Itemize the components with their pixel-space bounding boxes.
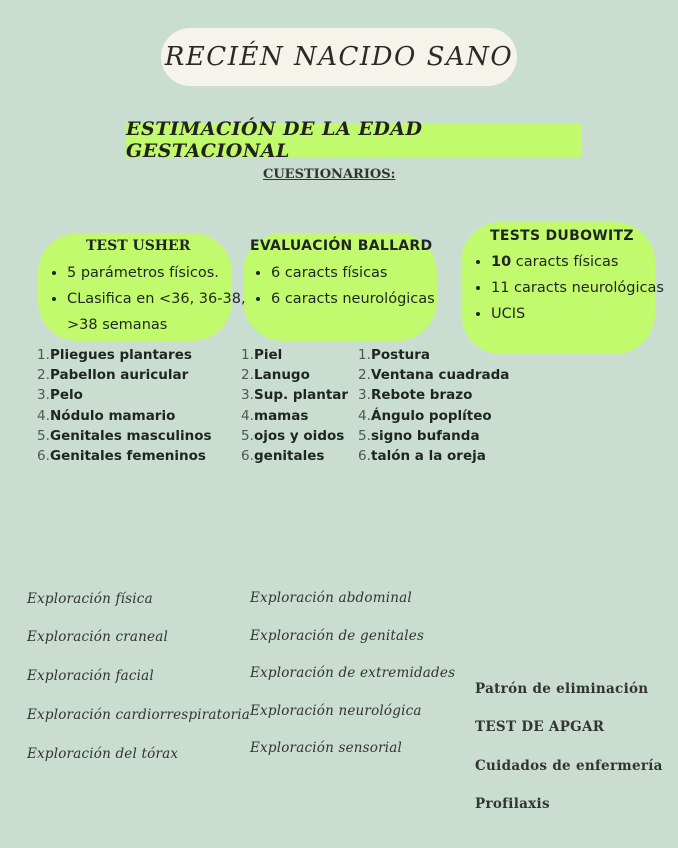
list-item: 6. talón a la oreja	[358, 448, 486, 465]
ballard-neuro-items	[358, 345, 509, 466]
ballard-bullets	[253, 260, 446, 312]
title-pill	[161, 28, 517, 86]
subtitle-text: ESTIMACIÓN DE LA EDAD GESTACIONAL	[126, 118, 423, 162]
subtitle-highlight	[126, 118, 582, 162]
list-item: 2. Lanugo	[241, 367, 310, 384]
list-item: 4. Nódulo mamario	[37, 407, 176, 424]
list-item-text: caracts físicas	[511, 254, 619, 270]
section-label: CUESTIONARIOS:	[263, 167, 396, 182]
list-item: • 11 caracts neurológicas	[491, 275, 666, 301]
right-item: Profilaxis	[475, 796, 550, 812]
list-item: 3. Pelo	[37, 387, 83, 404]
usher-bullets	[49, 260, 252, 338]
list-item: • 6 caracts físicas	[271, 260, 446, 286]
list-item: 5. Genitales masculinos	[37, 427, 212, 444]
list-item: 4. mamas	[241, 407, 309, 424]
list-item: 1. Postura	[358, 347, 431, 363]
list-item: 2. Ventana cuadrada	[358, 367, 510, 384]
exploration-item: Exploración neurológica	[250, 703, 422, 719]
right-item: TEST DE APGAR	[475, 719, 605, 735]
list-item: 1. Pliegues plantares	[37, 347, 192, 363]
exploration-item: Exploración abdominal	[250, 590, 412, 606]
exploration-item: Exploración sensorial	[250, 740, 403, 756]
list-item: • 5 parámetros físicos.	[67, 260, 252, 286]
exploration-item: Exploración craneal	[27, 629, 168, 645]
exploration-item: Exploración de extremidades	[250, 665, 456, 681]
usher-items	[37, 345, 212, 466]
right-item: Cuidados de enfermería	[475, 758, 663, 774]
list-item	[491, 249, 666, 275]
list-item: 1. Piel	[241, 347, 283, 363]
list-item: 5. ojos y oidos	[241, 427, 345, 444]
list-item: 6. Genitales femeninos	[37, 448, 206, 465]
right-item: Patrón de eliminación	[475, 681, 649, 697]
dubowitz-bullets	[473, 249, 666, 327]
list-item: 2. Pabellon auricular	[37, 367, 189, 384]
usher-title: TEST USHER	[86, 238, 191, 254]
list-item: 5. signo bufanda	[358, 427, 480, 444]
list-item: 4. Ángulo poplíteo	[358, 407, 492, 424]
list-item: 3. Rebote brazo	[358, 387, 473, 404]
ballard-title: EVALUACIÓN BALLARD	[250, 238, 433, 254]
list-item: • 6 caracts neurológicas	[271, 286, 446, 312]
exploration-item: Exploración de genitales	[250, 628, 425, 644]
list-item: 3. Sup. plantar	[241, 387, 349, 404]
exploration-item: Exploración facial	[27, 668, 154, 684]
list-item: 6. genitales	[241, 448, 325, 465]
bold-number: 10	[491, 254, 512, 270]
exploration-item: Exploración del tórax	[27, 746, 179, 762]
exploration-item: Exploración física	[27, 591, 153, 607]
ballard-physical-items	[241, 345, 348, 466]
list-item: • UCIS	[491, 301, 666, 327]
list-item: • CLasifica en <36, 36-38, >38 semanas	[67, 286, 252, 338]
dubowitz-title: TESTS DUBOWITZ	[490, 228, 634, 244]
page-title: RECIÉN NACIDO SANO	[164, 42, 514, 72]
exploration-item: Exploración cardiorrespiratoria	[27, 707, 251, 723]
